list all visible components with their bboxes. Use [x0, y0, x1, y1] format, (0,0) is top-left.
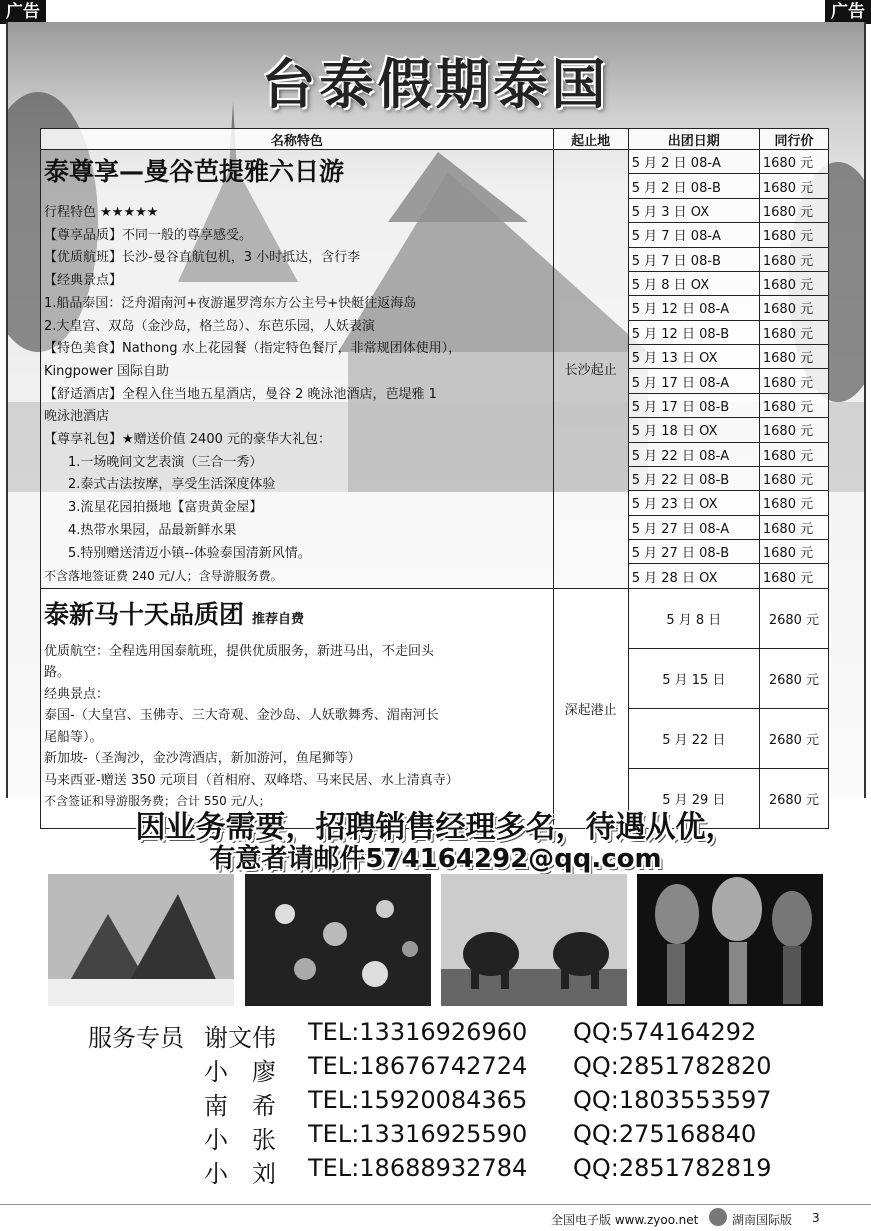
header-name: 名称特色 [41, 129, 554, 150]
departure-price: 2680 元 [759, 648, 828, 708]
departure-date: 5 月 2 日 08-B [628, 174, 759, 198]
departure-price: 1680 元 [759, 296, 828, 320]
departure-date: 5 月 12 日 08-B [628, 320, 759, 344]
contact-tel: TEL:18688932784 [308, 1154, 528, 1182]
tour2-subtitle: 推荐自费 [252, 611, 305, 627]
contact-name: 小 刘 [204, 1160, 276, 1188]
departure-price: 1680 元 [759, 515, 828, 539]
departure-price: 1680 元 [759, 198, 828, 222]
departure-date: 5 月 22 日 [628, 708, 759, 768]
tour1-line: 【舒适酒店】全程入住当地五星酒店，曼谷 2 晚泳池酒店，芭堤雅 1 [44, 386, 437, 402]
contact-name: 小 廖 [204, 1058, 276, 1086]
contact-qq: QQ:574164292 [573, 1018, 757, 1046]
footer-site: 全国电子版 www.zyoo.net [551, 1213, 699, 1227]
contact-qq: QQ:2851782819 [573, 1154, 772, 1182]
contact-name: 南 希 [204, 1092, 276, 1120]
tour1-line: 【尊享礼包】★赠送价值 2400 元的豪华大礼包： [44, 432, 332, 448]
tour1-location: 长沙起止 [553, 150, 628, 589]
tour1-note: 不含落地签证费 240 元/人；含导游服务费。 [44, 569, 283, 584]
floating-market-photo [245, 874, 431, 1006]
tour2-line: 经典景点： [44, 686, 110, 702]
departure-price: 1680 元 [759, 369, 828, 393]
tour1-line: 【尊享品质】不同一般的尊享感受。 [44, 227, 253, 243]
tour2-note: 不含签证和导游服务费；合计 550 元/人； [44, 794, 271, 809]
tour2-line: 泰国-（大皇宫、玉佛寺、三大奇观、金沙岛、人妖歌舞秀、湄南河长 [44, 708, 439, 724]
header-route: 起止地 [553, 129, 628, 150]
tour2-title-text: 泰新马十天品质团 [44, 599, 245, 629]
header-price: 同行价 [759, 129, 828, 150]
contact-name: 谢文伟 [204, 1024, 276, 1052]
tour1-line: 【经典景点】 [44, 273, 123, 289]
departure-price: 1680 元 [759, 320, 828, 344]
tour2-line: 路。 [44, 665, 71, 681]
departure-price: 1680 元 [759, 491, 828, 515]
departure-price: 1680 元 [759, 393, 828, 417]
tour-table [40, 128, 829, 829]
departure-date: 5 月 2 日 08-A [628, 150, 759, 174]
tour1-gift: 1.一场晚间文艺表演（三合一秀） [68, 454, 263, 470]
tour2-line: 优质航空：全程选用国泰航班，提供优质服务，新进马出，不走回头 [44, 643, 435, 659]
departure-price: 1680 元 [759, 442, 828, 466]
tour1-line: 【优质航班】长沙-曼谷直航包机，3 小时抵达，含行李 [44, 250, 361, 266]
cabaret-show-photo [637, 874, 823, 1006]
tour2-description [41, 588, 554, 828]
tour2-location: 深起港止 [553, 588, 628, 828]
recruit-line-1: 因业务需要，招聘销售经理多名，待遇从优， [135, 810, 736, 845]
departure-date: 5 月 3 日 OX [628, 198, 759, 222]
recruit-line-2: 有意者请邮件574164292@qq.com [209, 844, 662, 874]
departure-price: 1680 元 [759, 247, 828, 271]
departure-date: 5 月 17 日 08-B [628, 393, 759, 417]
header-dates: 出团日期 [628, 129, 759, 150]
departure-date: 5 月 8 日 OX [628, 271, 759, 295]
contact-qq: QQ:1803553597 [573, 1086, 772, 1114]
contact-name: 小 张 [204, 1126, 276, 1154]
tour1-line: 晚泳池酒店 [44, 409, 110, 425]
departure-price: 1680 元 [759, 150, 828, 174]
departure-date: 5 月 22 日 08-A [628, 442, 759, 466]
page-footer [0, 1204, 871, 1231]
page-title: 台泰假期泰国 [261, 53, 610, 116]
departure-date: 5 月 13 日 OX [628, 345, 759, 369]
tour1-description [41, 150, 554, 589]
departure-price: 1680 元 [759, 418, 828, 442]
contact-qq: QQ:275168840 [573, 1120, 757, 1148]
departure-date: 5 月 18 日 OX [628, 418, 759, 442]
grand-palace-photo [48, 874, 234, 1006]
tour1-line: 【特色美食】Nathong 水上花园餐（指定特色餐厅，非常规团体使用）， [44, 341, 462, 357]
departure-price: 1680 元 [759, 271, 828, 295]
departure-price: 1680 元 [759, 345, 828, 369]
departure-price: 2680 元 [759, 768, 828, 828]
departure-price: 1680 元 [759, 466, 828, 490]
departure-date: 5 月 7 日 08-A [628, 223, 759, 247]
departure-date: 5 月 7 日 08-B [628, 247, 759, 271]
departure-date: 5 月 23 日 OX [628, 491, 759, 515]
grand-palace-icon [48, 874, 234, 1006]
tour2-line: 新加坡-（圣淘沙，金沙湾酒店，新加游河，鱼尾狮等） [44, 751, 361, 767]
elephant-icon [441, 874, 627, 1006]
contact-tel: TEL:15920084365 [308, 1086, 528, 1114]
floating-market-icon [245, 874, 431, 1006]
departure-price: 1680 元 [759, 223, 828, 247]
newspaper-logo-icon [709, 1208, 727, 1226]
contact-tel: TEL:13316926960 [308, 1018, 528, 1046]
departure-price: 1680 元 [759, 540, 828, 564]
elephant-photo [441, 874, 627, 1006]
tour1-line: 2.大皇宫、双岛（金沙岛，格兰岛）、东芭乐园，人妖表演 [44, 318, 375, 334]
contact-tel: TEL:18676742724 [308, 1052, 528, 1080]
tour2-line: 尾船等）。 [44, 729, 103, 745]
departure-date: 5 月 8 日 [628, 588, 759, 648]
tour1-title: 泰尊享—曼谷芭提雅六日游 [44, 157, 345, 186]
departure-date: 5 月 28 日 OX [628, 564, 759, 589]
tour1-gift: 3.流星花园拍摄地【富贵黄金屋】 [68, 500, 263, 516]
ad-tag-right: 广告 [825, 0, 871, 24]
departure-price: 1680 元 [759, 174, 828, 198]
departure-price: 2680 元 [759, 588, 828, 648]
contact-qq: QQ:2851782820 [573, 1052, 772, 1080]
tour1-line: 1.船品泰国：泛舟湄南河+夜游暹罗湾东方公主号+快艇往返海岛 [44, 295, 417, 311]
tour1-line: Kingpower 国际自助 [44, 363, 169, 379]
ad-tag-left: 广告 [0, 0, 46, 24]
tour2-title [44, 595, 550, 631]
table-header [41, 129, 829, 150]
departure-date: 5 月 27 日 08-A [628, 515, 759, 539]
departure-date: 5 月 22 日 08-B [628, 466, 759, 490]
departure-date: 5 月 12 日 08-A [628, 296, 759, 320]
departure-price: 2680 元 [759, 708, 828, 768]
contact-label: 服务专员 [88, 1024, 184, 1052]
tour1-line: 行程特色 ★★★★★ [44, 205, 159, 220]
page-number: 3 [812, 1211, 820, 1225]
departure-date: 5 月 17 日 08-A [628, 369, 759, 393]
footer-edition: 湖南国际版 [732, 1213, 793, 1227]
tour2-line: 马来西亚-赠送 350 元项目（首相府、双峰塔、马来民居、水上清真寺） [44, 772, 459, 788]
departure-date: 5 月 29 日 [628, 768, 759, 828]
departure-date: 5 月 15 日 [628, 648, 759, 708]
tour1-gift: 2.泰式古法按摩，享受生活深度体验 [68, 477, 276, 493]
contact-tel: TEL:13316925590 [308, 1120, 528, 1148]
departure-date: 5 月 27 日 08-B [628, 540, 759, 564]
tour1-gift: 4.热带水果园，品最新鲜水果 [68, 522, 237, 538]
departure-price: 1680 元 [759, 564, 828, 589]
tour1-gift: 5.特别赠送清迈小镇--体验泰国清新风情。 [68, 545, 311, 561]
cabaret-show-icon [637, 874, 823, 1006]
